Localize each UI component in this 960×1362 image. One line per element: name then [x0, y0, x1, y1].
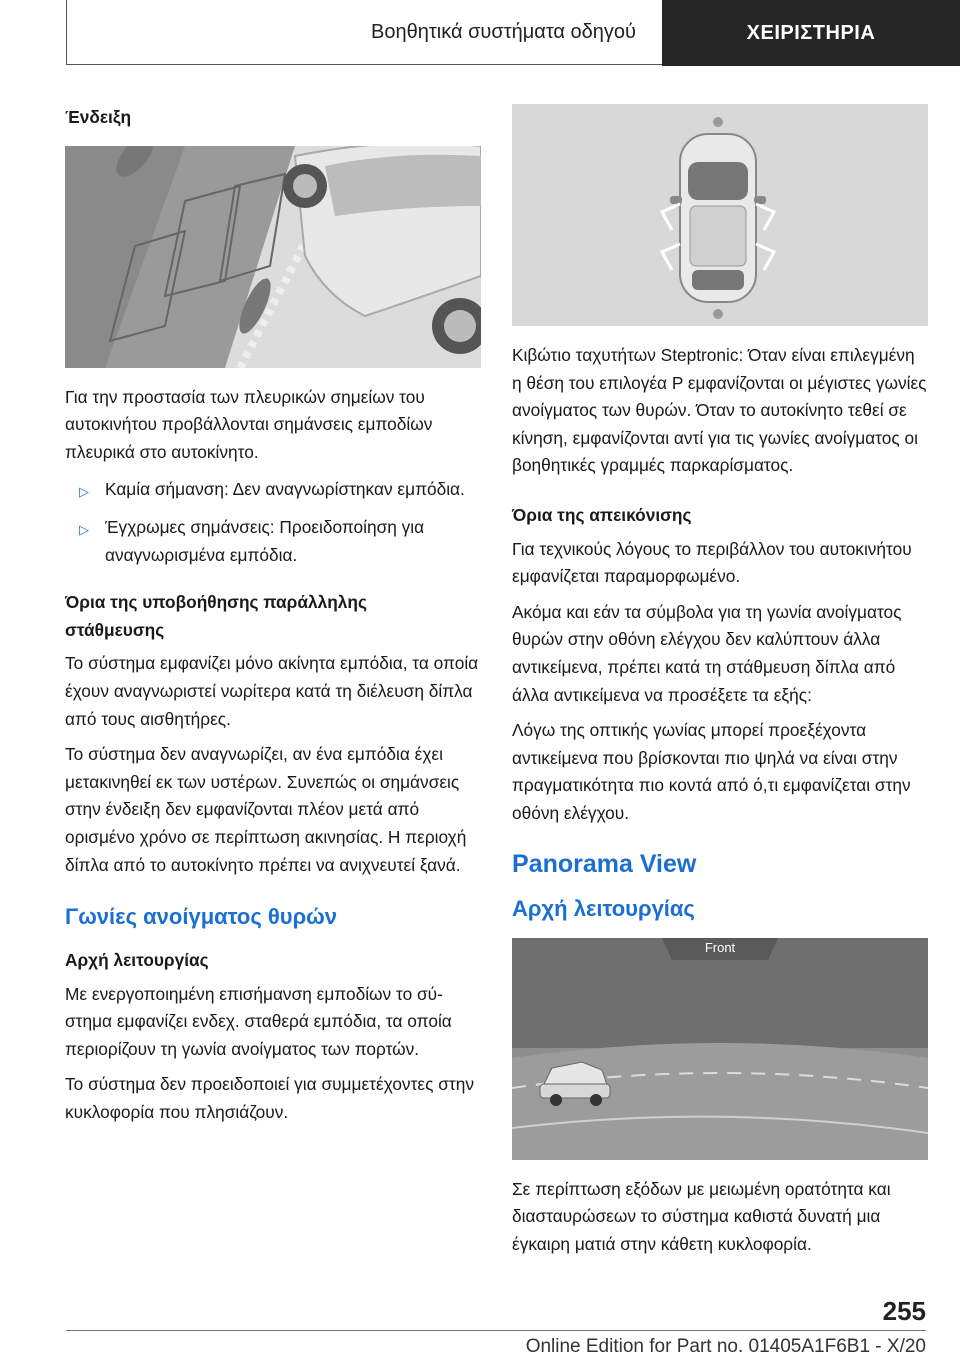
door-angle-illustration — [512, 104, 928, 326]
steptronic-paragraph: Κιβώτιο ταχυτήτων Steptronic: Όταν είναι επιλεγμένη η θέση του επιλογέα P εμφανίζονται οι μέγιστες γωνίες ανοίγματος των θυρών. Όταν το αυτοκίνητο τεθεί σε κίνηση, εμφανίζονται αντί για τις γωνίες ανοίγματος οι βοηθητικές γραμμές παρκαρίσματος. — [512, 345, 927, 476]
side-protection-illustration — [65, 146, 481, 368]
panorama-view-heading: Panorama View — [512, 849, 697, 878]
display-paragraph-1: Για τεχνικούς λόγους το περιβάλλον του αυτοκινήτου εμφανίζεται παραμορφωμένο. — [512, 538, 912, 587]
indicator-bullet-list — [65, 476, 481, 569]
triangle-bullet-icon: ▷ — [79, 521, 89, 537]
footer-edition-text: Online Edition for Part no. 01405A1F6B1 - X/20 — [525, 1336, 926, 1357]
front-camera-label: Front — [704, 939, 736, 955]
intro-paragraph: Για την προστασία των πλευρικών σημείων του αυτοκινήτου προβάλλονται σημάνσεις εμποδίων πλευρικά στο αυτοκίνητο. — [65, 386, 433, 462]
principle-paragraph-2: Το σύστημα δεν προειδοποιεί για συμμετέχοντες στην κυκλοφορία που πλησιάζουν. — [65, 1074, 474, 1123]
limits-paragraph-1: Το σύστημα εμφανίζει μόνο ακίνητα εμπόδια, τα οποία έχουν αναγνωριστεί νωρίτερα κατά τη διέλευση δίπλα από τους αισθητήρες. — [65, 653, 479, 729]
left-column — [65, 104, 481, 1127]
bullet-item: ▷ Έγχρωμες σημάνσεις: Προειδοποίηση για αναγνωρισμένα εμπόδια. — [79, 516, 425, 565]
right-column — [512, 104, 928, 1258]
display-limits-title: Όρια της απεικόνισης — [512, 504, 692, 525]
indicator-title: Ένδειξη — [65, 107, 132, 127]
header-chapter-tab: ΧΕΙΡΙΣΤΗΡΙΑ — [662, 0, 960, 66]
footer-divider — [66, 1330, 926, 1331]
header-divider-horizontal — [66, 64, 662, 65]
page-number: 255 — [882, 1296, 926, 1326]
principle-title: Αρχή λειτουργίας — [65, 950, 209, 971]
display-paragraph-2: Ακόμα και εάν τα σύμβολα για τη γωνία ανοίγματος θυρών στην οθόνη ελέγχου δεν καλύπτουν άλλα αντικείμενα, πρέπει κατά τη στάθμευση δίπλα από άλλα αντικείμενα να προσέξετε τα εξής: — [512, 601, 902, 705]
limits-paragraph-2: Το σύστημα δεν αναγνωρίζει, αν ένα εμπόδια έχει μετακινηθεί εκ των υστέρων. Συνεπώς οι σημάνσεις στην ένδειξη δεν εμφανίζονται πλέον μετά από ορισμένο χρόνο σε περίπτωση ακινησίας. Η περιοχή δίπλα από το αυτοκίνητο πρέπει να ανιχνευτεί ξανά. — [65, 744, 467, 875]
panorama-view-illustration — [512, 938, 928, 1160]
panorama-paragraph: Σε περίπτωση εξόδων με μειωμένη ορατότητα και διασταυρώσεων το σύστημα καθιστά δυνατή μια έγκαιρη ματιά στην κάθετη κυκλοφορία. — [512, 1178, 891, 1254]
triangle-bullet-icon: ▷ — [79, 484, 89, 500]
page-header — [0, 0, 960, 66]
bullet-item: ▷ Καμία σήμανση: Δεν αναγνωρίστηκαν εμπόδια. — [65, 476, 481, 504]
principle-paragraph-1: Με ενεργοποιημένη επισήμανση εμποδίων το σύστημα εμφανίζει ενδεχ. σταθερά εμπόδια, τα οποία περιορίζουν τη γωνία ανοίγματος των πορτών. — [65, 983, 452, 1059]
parallel-parking-limits-title: Όρια της υποβοήθησης παράλληλης στάθμευσης — [65, 592, 367, 640]
panorama-principle-heading: Αρχή λειτουργίας — [512, 895, 695, 921]
display-paragraph-3: Λόγω της οπτικής γωνίας μπορεί προεξέχοντα αντικείμενα που βρίσκονται πιο ψηλά να είναι στην πραγματικότητα πιο κοντά από ό,τι εμφανίζεται στην οθόνη ελέγχου. — [512, 720, 911, 823]
door-angles-heading: Γωνίες ανοίγματος θυρών — [65, 904, 338, 930]
header-section-title: Βοηθητικά συστήματα οδηγού — [371, 20, 636, 43]
